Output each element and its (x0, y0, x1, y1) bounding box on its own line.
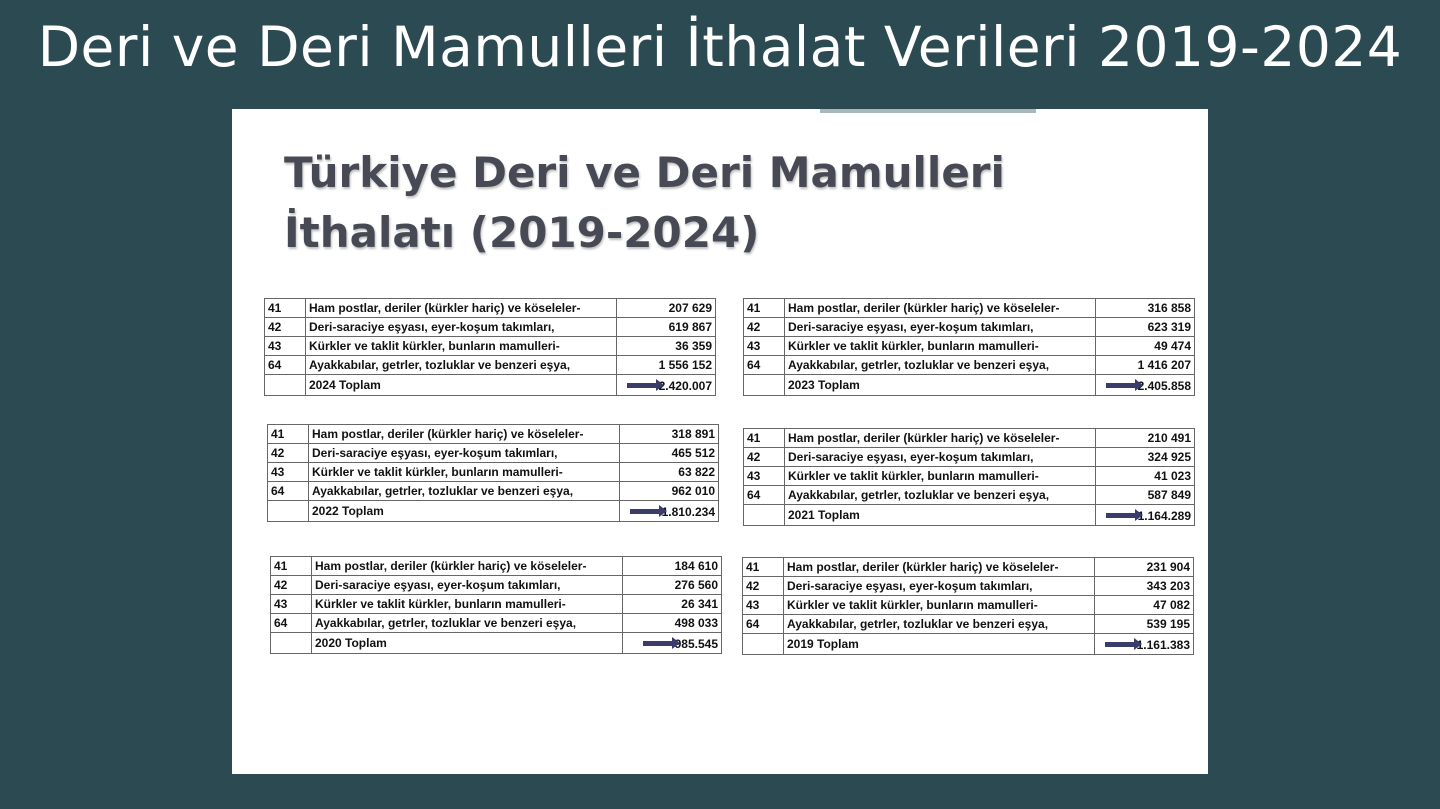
hs-code: 43 (271, 595, 312, 614)
hs-code: 42 (268, 444, 309, 463)
import-value: 1 416 207 (1096, 356, 1195, 375)
table-row (265, 356, 716, 375)
hs-code: 64 (265, 356, 306, 375)
hs-code: 43 (268, 463, 309, 482)
import-value: 318 891 (620, 425, 719, 444)
hs-code: 42 (744, 448, 785, 467)
total-cell (1096, 375, 1195, 396)
import-value: 276 560 (623, 576, 722, 595)
import-value: 36 359 (617, 337, 716, 356)
product-description: Ham postlar, deriler (kürkler hariç) ve köseleler- (312, 557, 623, 576)
import-table-2022 (267, 424, 719, 522)
table-row (743, 558, 1194, 577)
total-value: 1.810.234 (661, 505, 715, 519)
import-table-2023 (743, 298, 1195, 396)
arrow-right-icon (630, 509, 660, 514)
hs-code: 41 (268, 425, 309, 444)
import-value: 26 341 (623, 595, 722, 614)
document-title: Türkiye Deri ve Deri Mamulleri İthalatı (2019-2024) (284, 148, 1005, 257)
slide-title: Deri ve Deri Mamulleri İthalat Verileri 2019-2024 (37, 15, 1403, 79)
hs-code: 64 (744, 356, 785, 375)
import-value: 316 858 (1096, 299, 1195, 318)
total-value: 2.405.858 (1137, 379, 1191, 393)
import-value: 465 512 (620, 444, 719, 463)
product-description: Kürkler ve taklit kürkler, bunların mamulleri- (306, 337, 617, 356)
import-value: 231 904 (1095, 558, 1194, 577)
product-description: Ayakkabılar, getrler, tozluklar ve benzeri eşya, (312, 614, 623, 633)
import-value: 623 319 (1096, 318, 1195, 337)
total-row (744, 505, 1195, 526)
product-description: Ham postlar, deriler (kürkler hariç) ve köseleler- (785, 429, 1096, 448)
arrow-right-icon (643, 641, 673, 646)
arrow-right-icon (1105, 642, 1135, 647)
table-row (744, 486, 1195, 505)
table-row (743, 596, 1194, 615)
hs-code: 43 (265, 337, 306, 356)
table-row (743, 577, 1194, 596)
total-row (743, 634, 1194, 655)
product-description: Kürkler ve taklit kürkler, bunların mamulleri- (312, 595, 623, 614)
import-value: 324 925 (1096, 448, 1195, 467)
table-row (271, 614, 722, 633)
import-value: 498 033 (623, 614, 722, 633)
product-description: Ayakkabılar, getrler, tozluklar ve benzeri eşya, (309, 482, 620, 501)
hs-code: 64 (268, 482, 309, 501)
table-row (744, 318, 1195, 337)
product-description: Ayakkabılar, getrler, tozluklar ve benzeri eşya, (785, 486, 1096, 505)
hs-code: 64 (744, 486, 785, 505)
total-label: 2020 Toplam (312, 633, 623, 654)
table-row (271, 557, 722, 576)
table-row (268, 463, 719, 482)
total-row (744, 375, 1195, 396)
total-label: 2023 Toplam (785, 375, 1096, 396)
total-row (268, 501, 719, 522)
import-value: 47 082 (1095, 596, 1194, 615)
import-value: 343 203 (1095, 577, 1194, 596)
table-row (744, 467, 1195, 486)
import-value: 1 556 152 (617, 356, 716, 375)
hs-code: 43 (744, 467, 785, 486)
product-description: Ayakkabılar, getrler, tozluklar ve benzeri eşya, (785, 356, 1096, 375)
total-cell (617, 375, 716, 396)
import-table-2024 (264, 298, 716, 396)
table-row (744, 299, 1195, 318)
import-value: 587 849 (1096, 486, 1195, 505)
total-cell (1095, 634, 1194, 655)
hs-code: 41 (744, 299, 785, 318)
product-description: Deri-saraciye eşyası, eyer-koşum takımları, (306, 318, 617, 337)
arrow-right-icon (1106, 383, 1136, 388)
total-value: 1.161.383 (1136, 638, 1190, 652)
total-value: 1.164.289 (1137, 509, 1191, 523)
product-description: Ham postlar, deriler (kürkler hariç) ve köseleler- (785, 299, 1096, 318)
table-row (744, 356, 1195, 375)
hs-code: 43 (743, 596, 784, 615)
import-table-2020 (270, 556, 722, 654)
product-description: Kürkler ve taklit kürkler, bunların mamulleri- (784, 596, 1095, 615)
product-description: Deri-saraciye eşyası, eyer-koşum takımları, (785, 318, 1096, 337)
total-label: 2022 Toplam (309, 501, 620, 522)
table-row (265, 299, 716, 318)
product-description: Deri-saraciye eşyası, eyer-koşum takımları, (785, 448, 1096, 467)
table-row (744, 337, 1195, 356)
product-description: Deri-saraciye eşyası, eyer-koşum takımları, (312, 576, 623, 595)
product-description: Ham postlar, deriler (kürkler hariç) ve köseleler- (309, 425, 620, 444)
total-label: 2019 Toplam (784, 634, 1095, 655)
product-description: Ayakkabılar, getrler, tozluklar ve benzeri eşya, (306, 356, 617, 375)
import-value: 210 491 (1096, 429, 1195, 448)
table-row (265, 337, 716, 356)
import-table-2021 (743, 428, 1195, 526)
product-description: Kürkler ve taklit kürkler, bunların mamulleri- (309, 463, 620, 482)
document-image (232, 109, 1208, 774)
import-value: 49 474 (1096, 337, 1195, 356)
table-row (271, 576, 722, 595)
product-description: Ham postlar, deriler (kürkler hariç) ve köseleler- (784, 558, 1095, 577)
product-description: Deri-saraciye eşyası, eyer-koşum takımları, (309, 444, 620, 463)
hs-code: 42 (743, 577, 784, 596)
hs-code: 42 (265, 318, 306, 337)
import-value: 619 867 (617, 318, 716, 337)
table-row (271, 595, 722, 614)
hs-code: 41 (271, 557, 312, 576)
table-row (744, 448, 1195, 467)
import-value: 184 610 (623, 557, 722, 576)
hs-code: 43 (744, 337, 785, 356)
total-label: 2024 Toplam (306, 375, 617, 396)
import-table-2019 (742, 557, 1194, 655)
import-value: 41 023 (1096, 467, 1195, 486)
table-row (265, 318, 716, 337)
product-description: Deri-saraciye eşyası, eyer-koşum takımları, (784, 577, 1095, 596)
arrow-right-icon (1106, 513, 1136, 518)
table-row (268, 482, 719, 501)
accent-bar (820, 109, 1036, 113)
total-cell (623, 633, 722, 654)
table-row (268, 444, 719, 463)
table-row (744, 429, 1195, 448)
arrow-right-icon (627, 383, 657, 388)
product-description: Ham postlar, deriler (kürkler hariç) ve köseleler- (306, 299, 617, 318)
hs-code: 64 (743, 615, 784, 634)
table-row (268, 425, 719, 444)
product-description: Kürkler ve taklit kürkler, bunların mamulleri- (785, 337, 1096, 356)
import-value: 962 010 (620, 482, 719, 501)
import-value: 63 822 (620, 463, 719, 482)
table-row (743, 615, 1194, 634)
hs-code: 41 (744, 429, 785, 448)
total-value: 2.420.007 (658, 379, 712, 393)
product-description: Ayakkabılar, getrler, tozluklar ve benzeri eşya, (784, 615, 1095, 634)
hs-code: 41 (743, 558, 784, 577)
import-value: 207 629 (617, 299, 716, 318)
total-row (271, 633, 722, 654)
hs-code: 64 (271, 614, 312, 633)
total-row (265, 375, 716, 396)
hs-code: 41 (265, 299, 306, 318)
product-description: Kürkler ve taklit kürkler, bunların mamulleri- (785, 467, 1096, 486)
hs-code: 42 (271, 576, 312, 595)
total-label: 2021 Toplam (785, 505, 1096, 526)
hs-code: 42 (744, 318, 785, 337)
total-cell (620, 501, 719, 522)
import-value: 539 195 (1095, 615, 1194, 634)
total-value: 985.545 (674, 637, 718, 651)
total-cell (1096, 505, 1195, 526)
